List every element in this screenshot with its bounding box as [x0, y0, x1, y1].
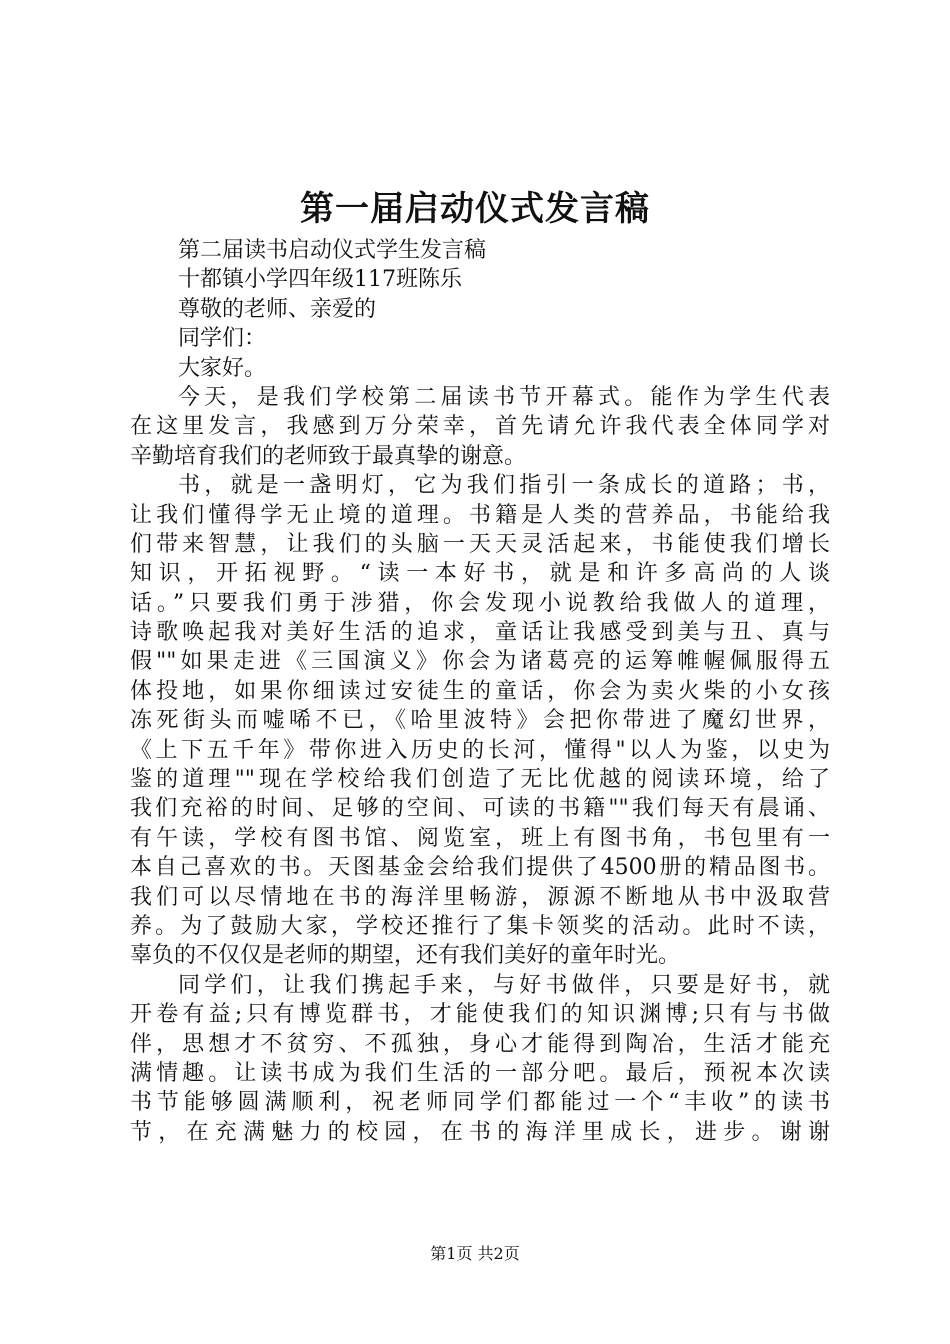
- text-line: 我们充裕的时间、足够的空间、可读的书籍""我们每天有晨诵、: [130, 796, 830, 822]
- text-line: 辛勤培育我们的老师致于最真挚的谢意。: [130, 443, 527, 469]
- text-line: 养。为了鼓励大家，学校还推行了集卡领奖的活动。此时不读，: [130, 913, 830, 939]
- text-line: 第二届读书启动仪式学生发言稿: [178, 238, 487, 263]
- document-body: [130, 236, 830, 1147]
- text-line: 话。”只要我们勇于涉猎，你会发现小说教给我做人的道理，: [130, 590, 830, 616]
- text-line: 同学们：: [178, 326, 267, 352]
- text-line: 尊敬的老师、亲爱的: [178, 296, 377, 322]
- text-line: 有午读，学校有图书馆、阅览室，班上有图书角，书包里有一: [130, 825, 830, 851]
- text-line: 书节能够圆满顺利，祝老师同学们都能过一个“丰收”的读书: [130, 1090, 830, 1116]
- text-line: 伴，思想才不贫穷、不孤独，身心才能得到陶冶，生活才能充: [130, 1031, 830, 1057]
- text-line: 节，在充满魅力的校园，在书的海洋里成长，进步。谢谢: [130, 1119, 830, 1145]
- text-line: 书，就是一盏明灯，它为我们指引一条成长的道路；书，: [178, 473, 830, 499]
- text-line: 《上下五千年》带你进入历史的长河，懂得"以人为鉴，以史为: [130, 737, 830, 763]
- text-line: 诗歌唤起我对美好生活的追求，童话让我感受到美与丑、真与: [130, 620, 830, 646]
- text-line: 十都镇小学四年级117班陈乐: [178, 267, 462, 293]
- text-line: 辜负的不仅仅是老师的期望，还有我们美好的童年时光。: [130, 943, 681, 969]
- text-line: 大家好。: [178, 355, 267, 381]
- text-line: 让我们懂得学无止境的道理。书籍是人类的营养品，书能给我: [130, 502, 830, 528]
- text-line: 体投地，如果你细读过安徒生的童话，你会为卖火柴的小女孩: [130, 678, 830, 704]
- text-line: 开卷有益;只有博览群书，才能使我们的知识渊博;只有与书做: [130, 1002, 830, 1028]
- document-title: 第一届启动仪式发言稿: [300, 189, 650, 229]
- text-line: 满情趣。让读书成为我们生活的一部分吧。最后，预祝本次读: [130, 1060, 830, 1086]
- text-line: 知识，开拓视野。“读一本好书，就是和许多高尚的人谈: [130, 561, 830, 587]
- text-line: 在这里发言，我感到万分荣幸，首先请允许我代表全体同学对: [130, 414, 830, 440]
- text-line: 我们可以尽情地在书的海洋里畅游，源源不断地从书中汲取营: [130, 884, 830, 910]
- page-number: 第1页 共2页: [430, 1244, 520, 1263]
- text-line: 假""如果走进《三国演义》你会为诸葛亮的运筹帷幄佩服得五: [130, 649, 830, 675]
- text-line: 鉴的道理""现在学校给我们创造了无比优越的阅读环境，给了: [130, 767, 830, 793]
- text-line: 同学们，让我们携起手来，与好书做伴，只要是好书，就: [178, 972, 830, 998]
- text-line: 们带来智慧，让我们的头脑一天天灵活起来，书能使我们增长: [130, 531, 830, 557]
- text-line: 今天，是我们学校第二届读书节开幕式。能作为学生代表: [178, 384, 830, 410]
- text-line: 冻死街头而嘘唏不已，《哈里波特》会把你带进了魔幻世界，: [130, 708, 830, 734]
- text-line: 本自己喜欢的书。天图基金会给我们提供了4500册的精品图书。: [130, 855, 830, 881]
